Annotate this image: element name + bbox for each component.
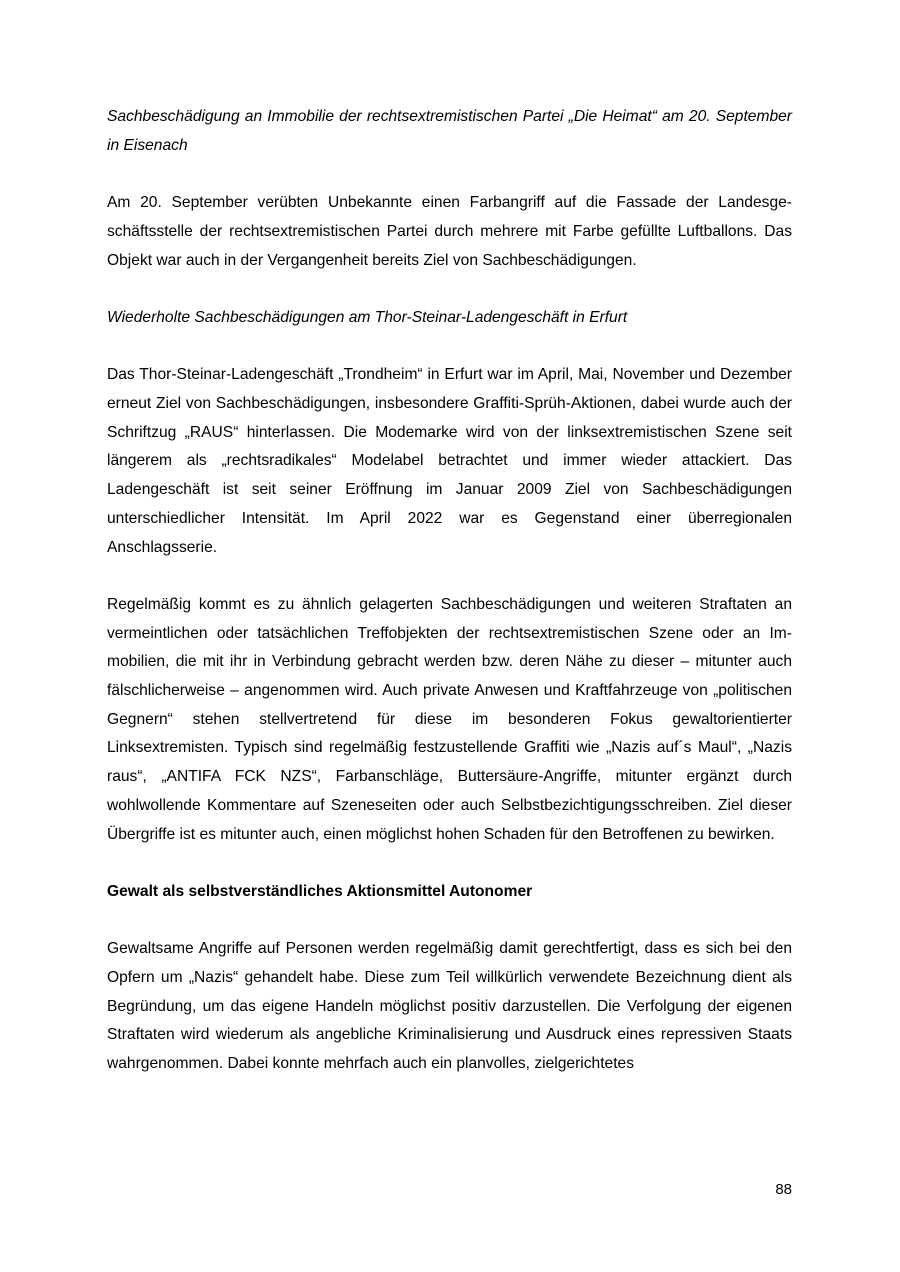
page-number: 88 [775, 1181, 792, 1198]
section-heading-gewalt: Gewalt als selbstverständliches Aktionsmittel Autonomer [107, 882, 533, 900]
paragraph-gewalt: Gewaltsame Angriffe auf Personen werden regelmäßig damit gerechtfertigt, dass es sich bei den Opfern um „Nazis“ gehandelt habe. Diese zum Teil willkürlich verwendete Bezeichnung dient als Begründung, um das eigene Handeln möglichst positiv darzustellen. Die Verfolgung der eigenen Straftaten wird wiederum als angebliche Kriminalisierung und Ausdruck eines repressiven Staats wahrgenommen. Dabei konnte mehrfach auch ein planvolles, zielgerichtetes [107, 940, 792, 1073]
section-heading-erfurt: Wiederholte Sachbeschädigungen am Thor-Steinar-Ladengeschäft in Erfurt [107, 308, 628, 326]
document-page [107, 103, 792, 1108]
paragraph-eisenach: Am 20. September verübten Unbekannte einen Farbangriff auf die Fassade der Landesgeschäftsstelle der rechtsextremistischen Partei durch mehrere mit Farbe gefüllte Luftballons. Das Objekt war auch in der Vergangenheit bereits Ziel von Sachbeschädigungen. [107, 194, 792, 269]
section-heading-eisenach: Sachbeschädigung an Immobilie der rechtsextremistischen Partei „Die Heimat“ am 20. September in Eisenach [107, 108, 792, 154]
paragraph-erfurt: Das Thor-Steinar-Ladengeschäft „Trondheim“ in Erfurt war im April, Mai, November und Dezember erneut Ziel von Sachbeschädigungen, insbesondere Graffiti-Sprüh-Aktionen, dabei wurde auch der Schriftzug „RAUS“ hinterlassen. Die Modemarke wird von der linksextremistischen Szene seit längerem als „rechtsradikales“ Modelabel betrachtet und immer wieder attackiert. Das Ladengeschäft ist seit seiner Eröffnung im Januar 2009 Ziel von Sachbeschädigungen unterschiedlicher Intensität. Im April 2022 war es Gegenstand einer überregionalen Anschlagsserie. [107, 366, 792, 556]
paragraph-regelmaessig: Regelmäßig kommt es zu ähnlich gelagerten Sachbeschädigungen und weiteren Straftaten an vermeintlichen oder tatsächlichen Treffobjekten der rechtsextremistischen Szene oder an Immobilien, die mit ihr in Verbindung gebracht werden bzw. deren Nähe zu dieser – mitunter auch fälschlicherweise – angenommen wird. Auch private Anwesen und Kraftfahrzeuge von „politischen Gegnern“ stehen stellvertretend für diese im besonderen Fokus gewaltorientierter Linksextremisten. Typisch sind regelmäßig festzustellende Graffiti wie „Nazis auf´s Maul“, „Nazis raus“, „ANTIFA FCK NZS“, Farbanschläge, Buttersäure-Angriffe, mitunter ergänzt durch wohlwollende Kommentare auf Szeneseiten oder auch Selbstbezichtigungsschreiben. Ziel dieser Übergriffe ist es mitunter auch, einen möglichst hohen Schaden für den Betroffenen zu bewirken. [107, 595, 792, 843]
